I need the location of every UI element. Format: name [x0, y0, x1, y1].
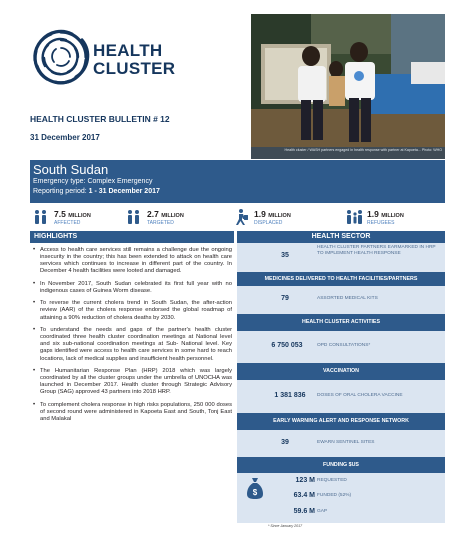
highlights-heading: HIGHLIGHTS	[30, 231, 234, 243]
reporting-period-label: Reporting period:	[33, 188, 89, 195]
logo-line-1: HEALTH	[93, 41, 163, 60]
requested-value: 123 M	[295, 477, 315, 484]
logo-wordmark	[93, 42, 175, 78]
kits-row	[237, 291, 445, 307]
health-sector-heading: HEALTH SECTOR	[237, 231, 445, 243]
gap-text: GAP	[317, 509, 328, 514]
requested-text: REQUESTED	[317, 478, 347, 483]
list-item: • To understand the needs and gaps of the partner's health cluster coordinated three health cluster coordination meetings at National level and six sub-national coordination meetings at Sub- National level. Key gaps identified were access to health care services in some hard to reach locations, lack of medical supplies and insufficient health personnel.	[40, 327, 232, 363]
list-item: • In November 2017, South Sudan celebrated its first full year with no indigenous cases of Guinea Worm disease.	[40, 281, 232, 295]
stat-targeted-label: TARGETED	[147, 220, 174, 226]
ewarn-text: EWARN SENTINEL SITES	[317, 440, 375, 445]
ewarn-value: 39	[281, 439, 289, 446]
reporting-period-value: 1 - 31 December 2017	[88, 188, 160, 195]
stat-displaced-label: DISPLACED	[254, 220, 283, 226]
ocv-row	[237, 388, 445, 404]
svg-text:$: $	[252, 488, 258, 497]
ocv-value: 1 381 836	[274, 392, 306, 399]
funded-text: FUNDED (52%)	[317, 493, 352, 498]
bulletin-title: HEALTH CLUSTER BULLETIN # 12	[30, 114, 170, 124]
reporting-period	[33, 187, 442, 197]
list-item: • Access to health care services still remains a challenge due the ongoing insecurity in the country; this has been extended to attack on health care services which continues to increase in different part of the country. In December 4 health facilities were looted and damaged.	[40, 247, 232, 276]
ocv-text: DOSES OF ORAL CHOLERA VACCINE	[317, 393, 403, 398]
kits-text: ASSORTED MEDICAL KITS	[317, 296, 378, 301]
kits-value: 79	[281, 295, 289, 302]
health-cluster-logo-icon	[30, 26, 92, 88]
key-figures	[30, 205, 445, 231]
stat-affected-label: AFFECTED	[54, 220, 81, 226]
targeted-people-icon	[125, 208, 143, 226]
vaccination-heading: VACCINATION	[237, 363, 445, 380]
footnote: * Since January 2017	[268, 524, 303, 528]
stat-refugees-value: 1.9 MILLION	[367, 209, 404, 219]
opd-row	[237, 338, 445, 356]
funding-heading: FUNDING $US	[237, 457, 445, 473]
list-item: • The Humanitarian Response Plan (HRP) 2018 which was largely coordinated by all the cluster groups under the umbrella of UNOCHA was launched in December 2017. Health cluster through Strategic Advisory Group (SAG) approved 43 partners into 2018 HRP.	[40, 368, 232, 397]
cover-photo	[251, 14, 445, 147]
emergency-type: Emergency type: Complex Emergency	[33, 178, 153, 185]
medicines-heading: MEDICINES DELIVERED TO HEALTH FACILITIES/PARTNERS	[237, 272, 445, 286]
bulletin-date: 31 December 2017	[30, 133, 100, 142]
displaced-person-icon	[232, 208, 250, 226]
stat-refugees-label: REFUGEES	[367, 220, 395, 226]
country-banner	[30, 160, 445, 203]
list-item: • To complement cholera response in high risks populations, 250 000 doses of second round were administered in Kapoeta East and South, Tonj East and Malakal	[40, 402, 232, 423]
stat-targeted-value: 2.7 MILLION	[147, 209, 184, 219]
ewarn-row	[237, 435, 445, 451]
gap-value: 59.6 M	[293, 508, 315, 515]
opd-text: OPD CONSULTATIONS*	[317, 343, 371, 348]
highlights-list	[40, 247, 232, 428]
stat-affected-value: 7.5 MILLION	[54, 209, 91, 219]
partners-value: 35	[281, 252, 289, 259]
stat-displaced-value: 1.9 MILLION	[254, 209, 291, 219]
photo-caption: Health cluster / WASH partners engaged in health response with partner at Kapoeta... Photo: WHO	[251, 147, 445, 159]
affected-people-icon	[32, 208, 50, 226]
activities-heading: HEALTH CLUSTER ACTIVITIES	[237, 314, 445, 331]
refugees-icon	[345, 208, 363, 226]
funded-row	[237, 491, 445, 503]
list-item: • To reverse the current cholera trend in South Sudan, the after-action review (AAR) of the cholera response endorsed the global roadmap of attaining a 90% reduction of cholera deaths by 2030.	[40, 300, 232, 321]
gap-row	[237, 507, 445, 519]
country-name: South Sudan	[33, 162, 109, 177]
requested-row	[237, 476, 445, 488]
logo-line-2: CLUSTER	[93, 59, 176, 78]
opd-value: 6 750 053	[271, 342, 303, 349]
partners-text: HEALTH CLUSTER PARTNERS EARMARKED IN HRP TO IMPLEMENT HEALTH RESPONSE	[317, 245, 436, 256]
funded-value: 63.4 M	[293, 492, 315, 499]
partners-row	[237, 244, 445, 268]
ewarn-heading: EARLY WARNING ALERT AND RESPONSE NETWORK	[237, 413, 445, 430]
